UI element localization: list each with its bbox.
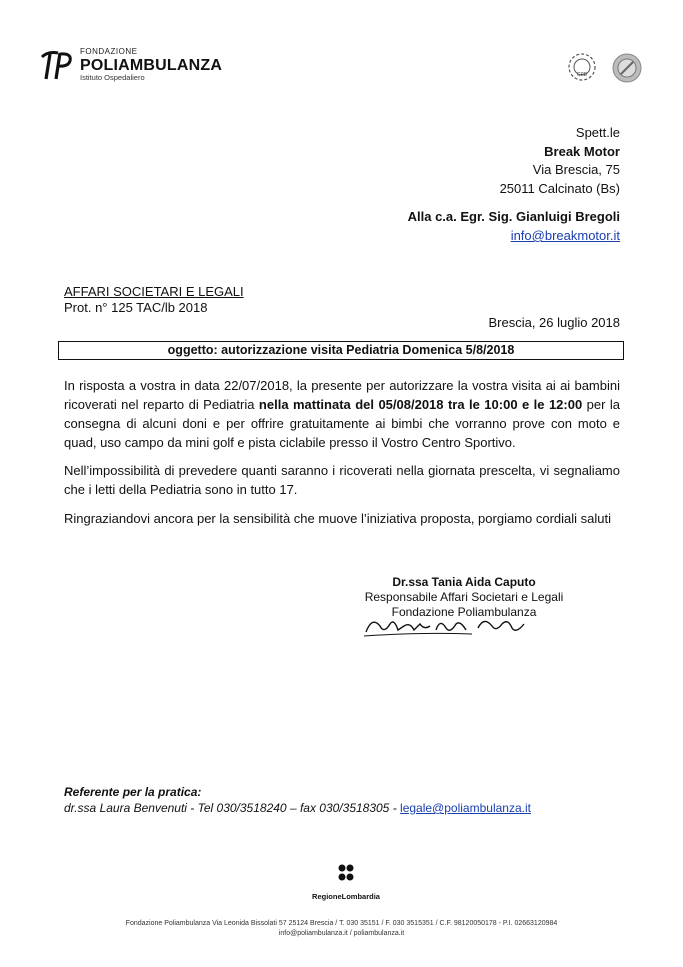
recipient-address <box>500 124 620 198</box>
page-footer <box>0 919 683 939</box>
logo-name: POLIAMBULANZA <box>80 56 223 74</box>
region-label: RegioneLombardia <box>312 892 380 901</box>
sender-block <box>64 284 244 316</box>
regione-lombardia-logo <box>306 862 386 901</box>
protocol-number: Prot. n° 125 TAC/lb 2018 <box>64 300 208 315</box>
recipient-street: Via Brescia, 75 <box>532 162 620 177</box>
logo-fondazione: FONDAZIONE <box>80 47 138 56</box>
reference-email-link[interactable]: legale@poliambulanza.it <box>400 801 531 815</box>
body-paragraph-3: Ringraziandovi ancora per la sensibilità che muove l’iniziativa proposta, porgiamo cordiali saluti <box>64 511 612 526</box>
regione-lombardia-logo-icon <box>334 862 358 884</box>
recipient-email-link[interactable]: info@breakmotor.it <box>510 228 620 243</box>
p1-text-a: In risposta a vostra in data 22/07/2018, la presente per autorizzare la vostra visita ai ai bambini ricoverati nel reparto di Pediatria <box>64 378 620 412</box>
p1-bold-text: nella mattinata del 05/08/2018 tra le 10:00 e le 12:00 <box>258 397 583 412</box>
sender-department: AFFARI SOCIETARI E LEGALI <box>64 284 244 299</box>
letter-date: Brescia, 26 luglio 2018 <box>488 315 620 330</box>
logo-subtitle: Istituto Ospedaliero <box>80 73 145 83</box>
signatory-organization: Fondazione Poliambulanza <box>391 605 537 619</box>
body-paragraph-2: Nell’impossibilità di prevedere quanti saranno i ricoverati nella giornata prescelta, vi segnaliamo che i letti della Pediatria sono in tutto 17. <box>64 463 620 497</box>
attention-block <box>408 207 620 245</box>
footer-address: Fondazione Poliambulanza Via Leonida Bissolati 57 25124 Brescia / T. 030 35151 / F. 030 3515351 / C.F. 98120050178 - P.I. 02663120984 <box>125 920 558 927</box>
cpb-certification-icon <box>567 52 597 87</box>
poliambulanza-mark-icon <box>40 49 74 81</box>
reference-label: Referente per la pratica: <box>64 785 202 799</box>
quality-seal-icon <box>611 52 643 89</box>
handwritten-signature <box>362 612 532 645</box>
reference-block <box>64 784 531 816</box>
signatory-role: Responsabile Affari Societari e Legali <box>364 590 564 604</box>
footer-contacts: info@poliambulanza.it / poliambulanza.it <box>278 930 405 937</box>
reference-details: dr.ssa Laura Benvenuti - Tel 030/3518240 – fax 030/3518305 - <box>64 801 401 815</box>
cpb-label: CPB <box>576 72 588 78</box>
attention-line: Alla c.a. Egr. Sig. Gianluigi Bregoli <box>407 209 620 224</box>
p1-text-b: per la consegna di alcuni doni e per offrire gratuitamente ai bimbi che vorranno prove con moto e quad, uso campo da mini golf e pista ciclabile presso il Vostro Centro Sportivo. <box>64 397 620 450</box>
body-paragraph-1 <box>64 376 620 452</box>
poliambulanza-logo <box>40 48 222 83</box>
recipient-city: 25011 Calcinato (Bs) <box>499 180 620 196</box>
recipient-salutation: Spett.le <box>575 125 620 140</box>
recipient-company: Break Motor <box>544 143 620 159</box>
subject-line: oggetto: autorizzazione visita Pediatria Domenica 5/8/2018 <box>58 341 624 360</box>
signatory-name: Dr.ssa Tania Aida Caputo <box>392 575 536 589</box>
